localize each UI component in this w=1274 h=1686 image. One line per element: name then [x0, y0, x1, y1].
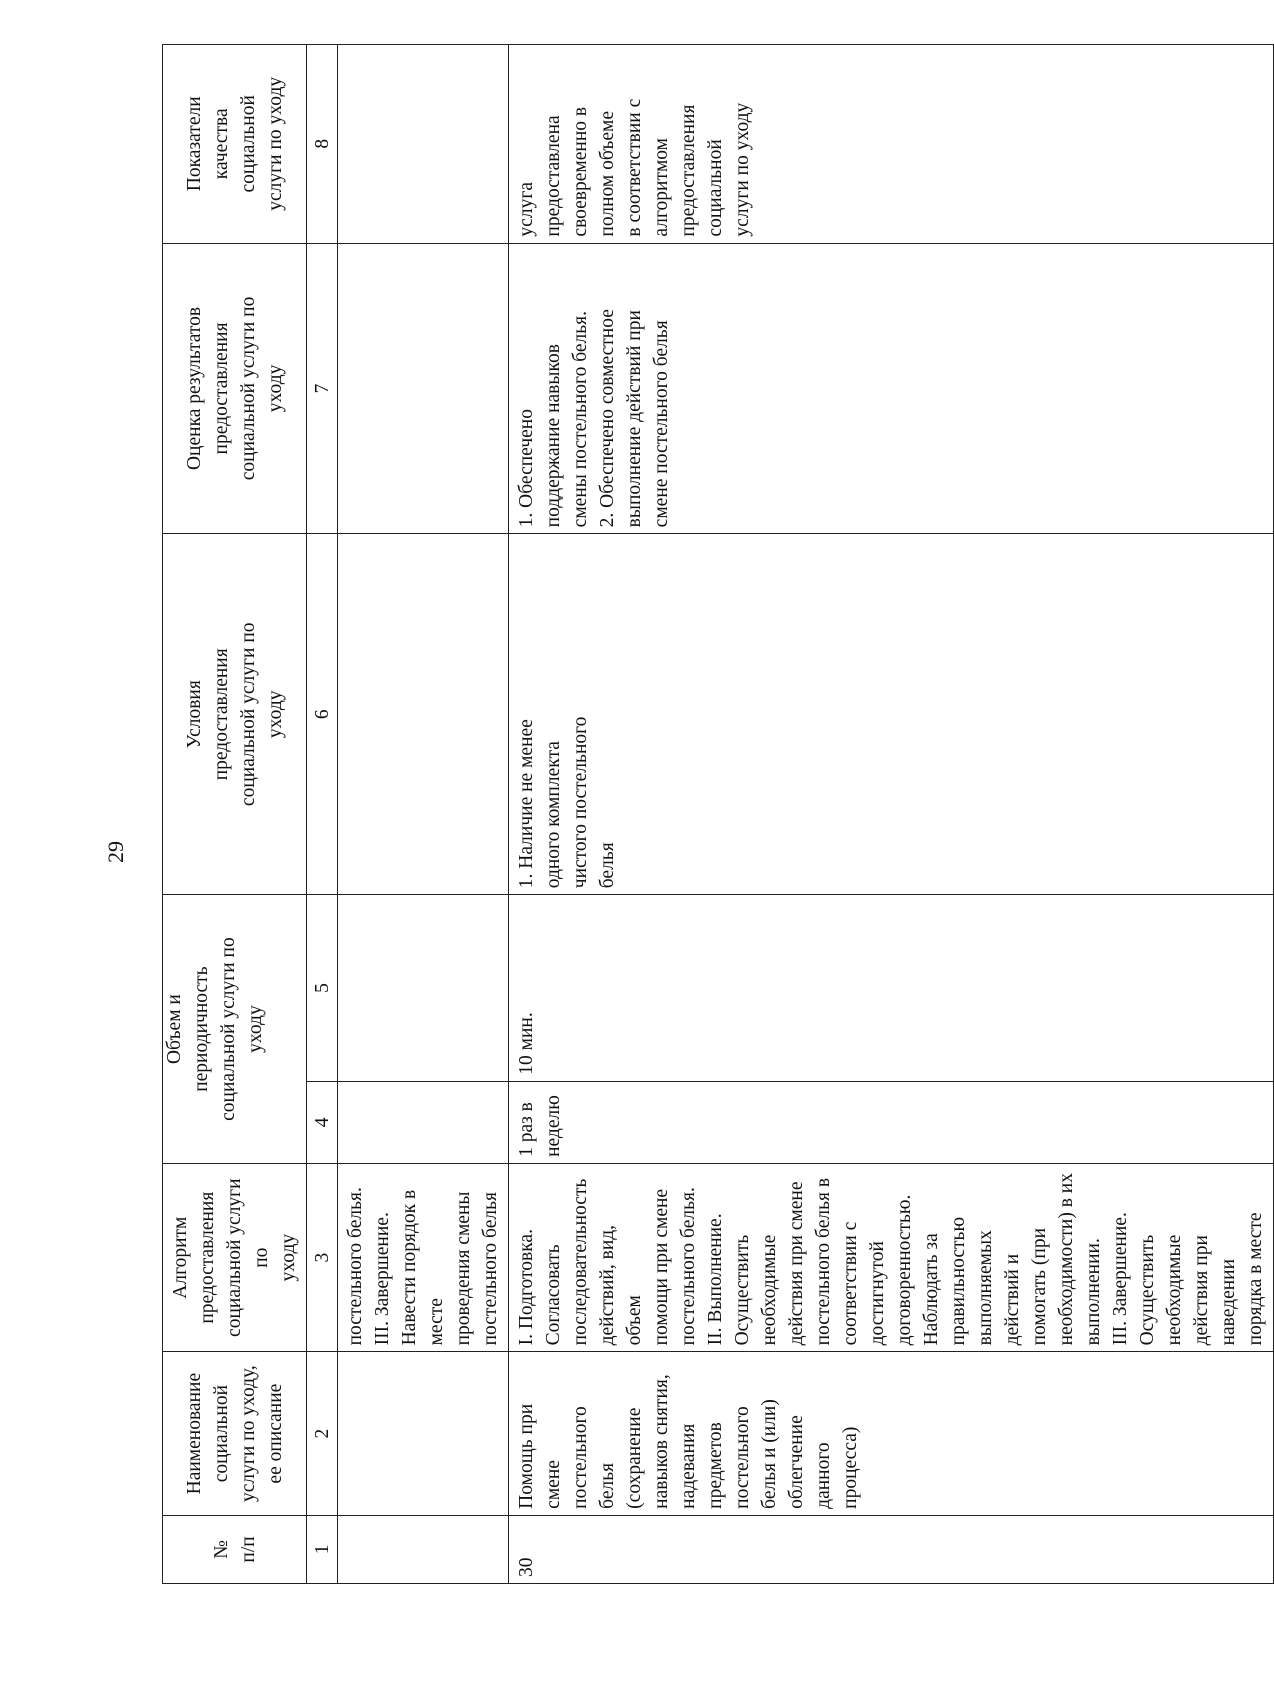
service-conditions: 1. Наличие не менее одного комплекта чистого постельного белья — [509, 534, 1274, 895]
column-numbers-row — [307, 45, 338, 1584]
header-algorithm: Алгоритм предоставления социальной услуги по уходу — [163, 1163, 307, 1351]
cell-empty — [338, 45, 509, 244]
column-number: 8 — [307, 45, 338, 244]
table-header-row — [163, 45, 307, 1584]
table-row-30 — [509, 45, 1274, 1584]
service-algorithm: I. Подготовка. Согласовать последовательность действий, вид, объем помощи при смене постельного белья. II. Выполнение. Осуществить необходимые действия при смене постельного белья в соответствии с достигнутой договоренностью. Наблюдать за правильностью выполняемых действий и помогать (при необходимости) в их выполнении. III. Завершение. Осуществить необходимые действия при наведении порядка в месте — [509, 1163, 1274, 1351]
service-duration: 10 мин. — [509, 895, 1274, 1081]
cell-empty — [338, 1515, 509, 1583]
cell-empty — [338, 1081, 509, 1163]
service-quality-indicators: услуга предоставлена своевременно в полном объеме в соответствии с алгоритмом предоставления социальной услуги по уходу — [509, 45, 1274, 244]
column-number: 5 — [307, 895, 338, 1081]
column-number: 4 — [307, 1081, 338, 1163]
continuation-row — [338, 45, 509, 1584]
cell-empty — [338, 534, 509, 895]
services-table-rotated — [162, 44, 1266, 1584]
column-number: 7 — [307, 243, 338, 534]
service-results-evaluation: 1. Обеспечено поддержание навыков смены постельного белья. 2. Обеспечено совместное выполнение действий при смене постельного белья — [509, 243, 1274, 534]
page-number: 29 — [103, 841, 128, 863]
header-number: № п/п — [163, 1515, 307, 1583]
continuation-algorithm: постельного белья. III. Завершение. Навести порядок в месте проведения смены постельного белья — [338, 1163, 509, 1351]
header-volume-periodicity — [163, 895, 307, 1164]
header-service-name: Наименование социальной услуги по уходу, ее описание — [163, 1352, 307, 1515]
column-number: 3 — [307, 1163, 338, 1351]
service-periodicity: 1 раз в неделю — [509, 1081, 1274, 1163]
column-number: 2 — [307, 1352, 338, 1515]
header-quality-indicators: Показатели качества социальной услуги по уходу — [163, 45, 307, 244]
cell-empty — [338, 895, 509, 1081]
column-number: 6 — [307, 534, 338, 895]
cell-empty — [338, 1352, 509, 1515]
cell-empty — [338, 243, 509, 534]
column-number: 1 — [307, 1515, 338, 1583]
service-name: Помощь при смене постельного белья (сохранение навыков снятия, надевания предметов постельного белья и (или) облегчение данного процесса) — [509, 1352, 1274, 1515]
services-table — [162, 44, 1274, 1584]
row-number: 30 — [509, 1515, 1274, 1583]
header-volume-label: Объем и периодичность социальной услуги по уходу — [164, 937, 266, 1121]
header-results-evaluation: Оценка результатов предоставления социальной услуги по уходу — [163, 243, 307, 534]
header-conditions: Условия предоставления социальной услуги по уходу — [163, 534, 307, 895]
